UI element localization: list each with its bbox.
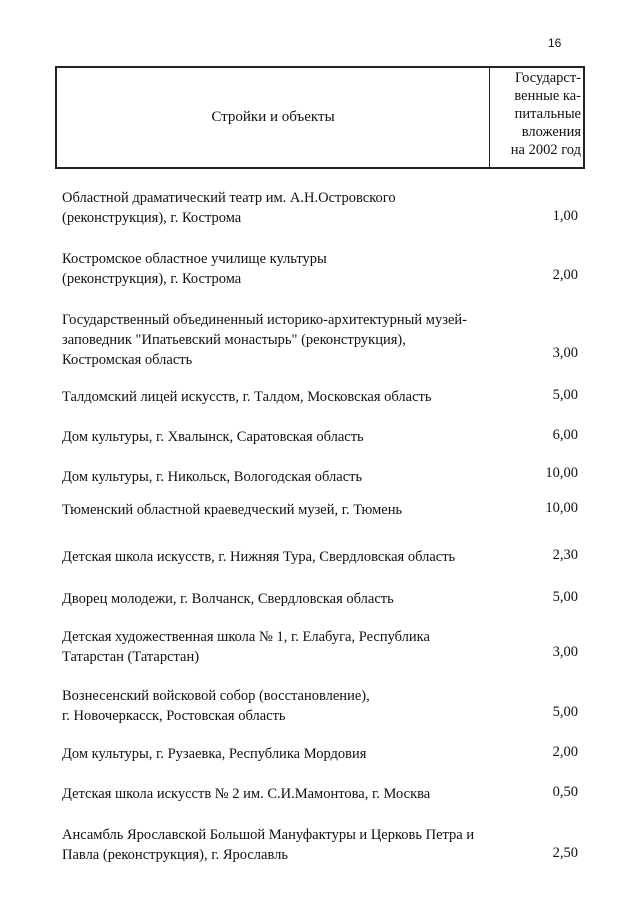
header-line: вложения (521, 124, 581, 140)
investment-value: 3,00 (552, 644, 578, 660)
investment-value: 5,00 (552, 589, 578, 605)
header-line: венные ка- (514, 88, 581, 104)
investment-value: 2,00 (552, 744, 578, 760)
table-header (55, 66, 585, 169)
object-name: Областной драматический театр им. А.Н.Островского (реконструкция), г. Кострома (62, 190, 396, 226)
investment-value: 6,00 (552, 427, 578, 443)
object-name: Дом культуры, г. Рузаевка, Республика Мордовия (62, 746, 367, 762)
investment-value: 5,00 (552, 387, 578, 403)
object-name: Дворец молодежи, г. Волчанск, Свердловская область (62, 591, 394, 607)
investment-value: 10,00 (545, 465, 578, 481)
object-name: Детская школа искусств № 2 им. С.И.Мамонтова, г. Москва (62, 786, 431, 802)
object-name: Костромское областное училище культуры (реконструкция), г. Кострома (62, 251, 327, 287)
header-divider (489, 68, 490, 167)
investment-value: 2,00 (552, 267, 578, 283)
page-number: 16 (548, 36, 562, 50)
object-name: Дом культуры, г. Хвалынск, Саратовская область (62, 429, 364, 445)
investment-value: 2,50 (552, 845, 578, 861)
investment-value: 3,00 (552, 345, 578, 361)
investment-value: 1,00 (552, 208, 578, 224)
investment-value: 0,50 (552, 784, 578, 800)
header-column-objects: Стройки и объекты (211, 109, 335, 125)
object-name: Государственный объединенный историко-архитектурный музей- заповедник "Ипатьевский монастырь" (реконструкция), Костромская область (62, 312, 467, 368)
object-name: Детская художественная школа № 1, г. Елабуга, Республика Татарстан (Татарстан) (62, 629, 430, 665)
investment-value: 2,30 (552, 547, 578, 563)
header-line: питальные (514, 106, 581, 122)
header-line: на 2002 год (510, 142, 581, 158)
investment-value: 5,00 (552, 704, 578, 720)
object-name: Тюменский областной краеведческий музей, г. Тюмень (62, 502, 403, 518)
object-name: Вознесенский войсковой собор (восстановление), г. Новочеркасск, Ростовская область (62, 688, 370, 724)
investment-value: 10,00 (545, 500, 578, 516)
header-line: Государст- (515, 70, 581, 86)
header-column-investments (493, 68, 581, 168)
object-name: Дом культуры, г. Никольск, Вологодская область (62, 469, 363, 485)
object-name: Ансамбль Ярославской Большой Мануфактуры и Церковь Петра и Павла (реконструкция), г. Ярославль (62, 827, 475, 863)
object-name: Талдомский лицей искусств, г. Талдом, Московская область (62, 389, 432, 405)
object-name: Детская школа искусств, г. Нижняя Тура, Свердловская область (62, 549, 456, 565)
